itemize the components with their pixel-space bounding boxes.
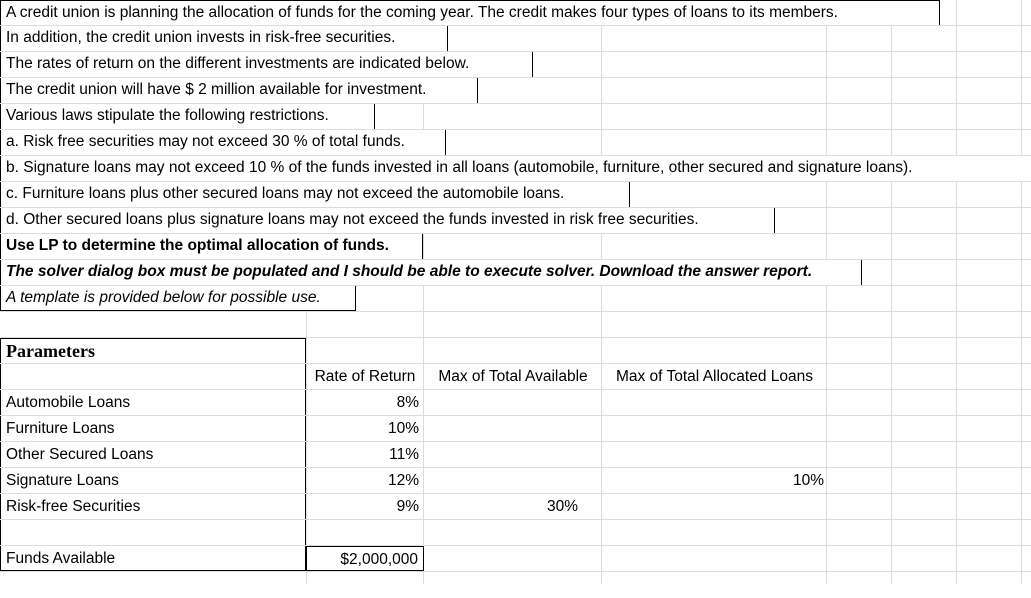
problem-line[interactable]: d. Other secured loans plus signature loans may not exceed the funds invested in risk free securities.: [0, 208, 775, 233]
max-total-available-value[interactable]: [424, 468, 602, 493]
parameter-name[interactable]: Other Secured Loans: [0, 442, 306, 467]
problem-row: [0, 104, 1031, 130]
problem-line[interactable]: The rates of return on the different investments are indicated below.: [0, 52, 533, 77]
problem-line[interactable]: b. Signature loans may not exceed 10 % of the funds invested in all loans (automobile, furniture, other secured and signature loans).: [0, 156, 1031, 181]
rate-of-return-value[interactable]: 8%: [396, 394, 419, 411]
funds-available-value[interactable]: $2,000,000: [306, 546, 424, 571]
problem-line[interactable]: The solver dialog box must be populated and I should be able to execute solver. Download the answer report.: [0, 260, 862, 285]
problem-row: [0, 130, 1031, 156]
parameters-title[interactable]: Parameters: [0, 338, 306, 363]
rate-of-return-header[interactable]: Rate of Return: [314, 368, 416, 385]
blank-label-cell[interactable]: [0, 520, 306, 545]
max-total-allocated-value[interactable]: [602, 494, 827, 519]
parameter-name[interactable]: Automobile Loans: [0, 390, 306, 415]
max-total-allocated-value[interactable]: 10%: [792, 472, 824, 489]
rate-of-return-value[interactable]: 10%: [387, 420, 419, 437]
problem-row: [0, 260, 1031, 286]
rate-of-return-value[interactable]: 9%: [396, 498, 419, 515]
parameter-name[interactable]: Signature Loans: [0, 468, 306, 493]
max-total-available-header[interactable]: Max of Total Available: [438, 368, 588, 385]
blank-row-2: [0, 520, 1031, 546]
parameters-header-row: [0, 364, 1031, 390]
rate-of-return-value[interactable]: 12%: [387, 472, 419, 489]
max-total-available-value[interactable]: [424, 442, 602, 467]
trailing-row: [0, 572, 1031, 598]
problem-row: [0, 26, 1031, 52]
max-total-available-value[interactable]: 30%: [546, 498, 578, 515]
problem-line[interactable]: A template is provided below for possible use.: [0, 286, 356, 311]
problem-line[interactable]: The credit union will have $ 2 million available for investment.: [0, 78, 478, 103]
max-total-allocated-value[interactable]: [602, 416, 827, 441]
header-blank-cell[interactable]: [0, 364, 306, 389]
problem-row: [0, 156, 1031, 182]
problem-row: [0, 286, 1031, 312]
max-total-allocated-value[interactable]: [602, 390, 827, 415]
problem-line[interactable]: c. Furniture loans plus other secured loans may not exceed the automobile loans.: [0, 182, 630, 207]
blank-row[interactable]: [0, 312, 1031, 338]
problem-row: [0, 0, 1031, 26]
rate-of-return-value[interactable]: 11%: [389, 446, 419, 463]
problem-line[interactable]: Various laws stipulate the following restrictions.: [0, 104, 375, 129]
parameter-name[interactable]: Furniture Loans: [0, 416, 306, 441]
parameter-row: [0, 416, 1031, 442]
max-total-allocated-header[interactable]: Max of Total Allocated Loans: [615, 368, 814, 385]
problem-row: [0, 182, 1031, 208]
problem-row: [0, 234, 1031, 260]
problem-row: [0, 52, 1031, 78]
problem-line[interactable]: In addition, the credit union invests in risk-free securities.: [0, 26, 448, 51]
problem-line[interactable]: a. Risk free securities may not exceed 30 % of total funds.: [0, 130, 446, 155]
parameter-row: [0, 390, 1031, 416]
parameters-title-row: [0, 338, 1031, 364]
problem-row: [0, 78, 1031, 104]
funds-available-label[interactable]: Funds Available: [0, 546, 306, 571]
parameter-row: [0, 468, 1031, 494]
max-total-available-value[interactable]: [424, 416, 602, 441]
funds-available-row: [0, 546, 1031, 572]
parameter-row: [0, 494, 1031, 520]
problem-row: [0, 208, 1031, 234]
parameter-row: [0, 442, 1031, 468]
max-total-allocated-value[interactable]: [602, 442, 827, 467]
parameter-name[interactable]: Risk-free Securities: [0, 494, 306, 519]
problem-line[interactable]: A credit union is planning the allocation of funds for the coming year. The credit makes four types of loans to its members.: [0, 0, 940, 25]
max-total-available-value[interactable]: [424, 390, 602, 415]
problem-line[interactable]: Use LP to determine the optimal allocation of funds.: [0, 234, 423, 259]
